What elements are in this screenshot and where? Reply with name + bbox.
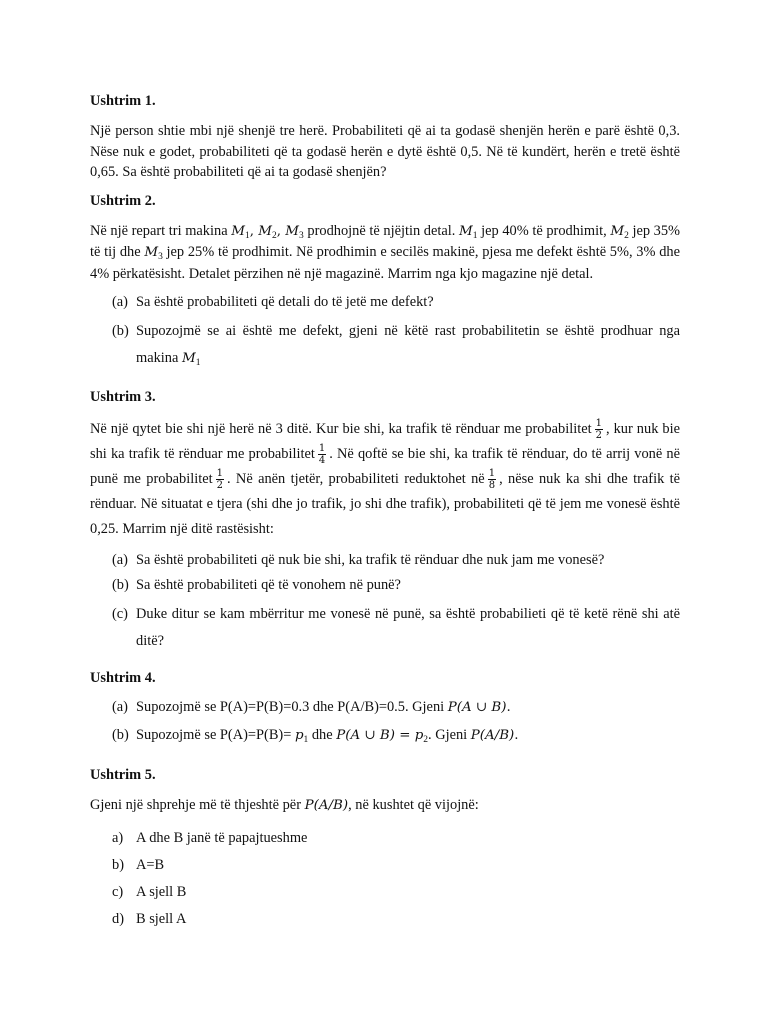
fraction-one-half-2: $\frac{1}{2}$ bbox=[216, 467, 223, 491]
exercise-3-title: Ushtrim 3. bbox=[90, 388, 156, 405]
exercise-2-item-b: (b) Supozojmë se ai është me defekt, gjeni në këtë rast probabilitetin se është prodhuar nga makina $M_1$ bbox=[112, 322, 680, 368]
exercise-1-text: Një person shtie mbi një shenjë tre herë. Probabiliteti që ai ta godasë shenjën herën e parë është 0,3. Nëse nuk e godet, probabiliteti që ta godasë herën e dytë është 0,5. Në të kundërt, herën e tretë është 0,65. Sa është probabiliteti që ai ta godasë shenjën? bbox=[90, 123, 680, 180]
document-page bbox=[90, 92, 680, 933]
exercise-3-item-a: (a) Sa është probabiliteti që nuk bie shi, ka trafik të rënduar dhe nuk jam me vonesë? bbox=[112, 551, 605, 568]
exercise-4-item-a: (a) Supozojmë se P(A)=P(B)=0.3 dhe P(A/B)=0.5. Gjeni P(A ∪ B). bbox=[112, 698, 511, 715]
exercise-3-item-c: (c) Duke ditur se kam mbërritur me vonesë në punë, sa është probabilieti që të ketë rënë shi atë ditë? bbox=[112, 605, 680, 649]
fraction-one-quarter: $\frac{1}{4}$ bbox=[318, 442, 326, 466]
exercise-3-text: Në një qytet bie shi një herë në 3 ditë. Kur bie shi, ka trafik të rënduar me probabilitet $\frac{1}{2}$ , kur nuk bie shi ka trafik të rënduar me probabilitet $\frac{1}{4}$ . Në qoftë se bie shi, ka trafik të rënduar, do të arrij vonë në punë me probabilitet $\frac{1}{2}$ . Në anën tjetër, probabiliteti reduktohet në $\frac{1}{8}$ , nëse nuk ka shi dhe trafik të rënduar. Në situatat e tjera (shi dhe jo trafik, jo shi dhe trafik), probabiliteti që të jem me vonesë është 0,25. Marrim një ditë rastësisht: bbox=[90, 417, 681, 537]
exercise-2-title: Ushtrim 2. bbox=[90, 192, 156, 209]
exercise-4-title: Ushtrim 4. bbox=[90, 669, 156, 686]
exercise-3-item-b: (b) Sa është probabiliteti që të vonohem në punë? bbox=[112, 577, 401, 593]
exercise-2-text: Në një repart tri makina $M_1$, $M_2$, $M_3$ prodhojnë të njëjtin detal. $M_1$ jep 40% të prodhimit, $M_2$ jep 35% të tij dhe $M_3$ jep 25% të prodhimit. Në prodhimin e secilës makinë, pjesa me defekt është 5%, 3% dhe 4% përkatësisht. Detalet përzihen në një magazinë. Marrim nga kjo magazine një detal. bbox=[90, 222, 681, 282]
exercise-5-item-a: a) A dhe B janë të papajtueshme bbox=[112, 830, 308, 846]
exercise-5-item-d: d) B sjell A bbox=[112, 911, 187, 927]
exercise-5-item-b: b) A=B bbox=[112, 857, 165, 873]
exercise-1-title: Ushtrim 1. bbox=[90, 93, 156, 109]
exercise-4-item-b: (b) Supozojmë se $P(A)=P(B)= p_1$ dhe P(A ∪ $B) = p_2$. Gjeni P(A/B). bbox=[112, 727, 519, 745]
fraction-one-half: $\frac{1}{2}$ bbox=[595, 417, 602, 441]
exercise-5-intro: Gjeni një shprehje më të thjeshtë për P(A/B), në kushtet që vijojnë: bbox=[90, 796, 479, 813]
fraction-one-eighth: $\frac{1}{8}$ bbox=[488, 467, 496, 491]
exercise-5-title: Ushtrim 5. bbox=[90, 766, 156, 783]
exercise-2-item-a: (a) Sa është probabiliteti që detali do të jetë me defekt? bbox=[112, 294, 434, 310]
exercise-5-item-c: c) A sjell B bbox=[112, 884, 187, 900]
